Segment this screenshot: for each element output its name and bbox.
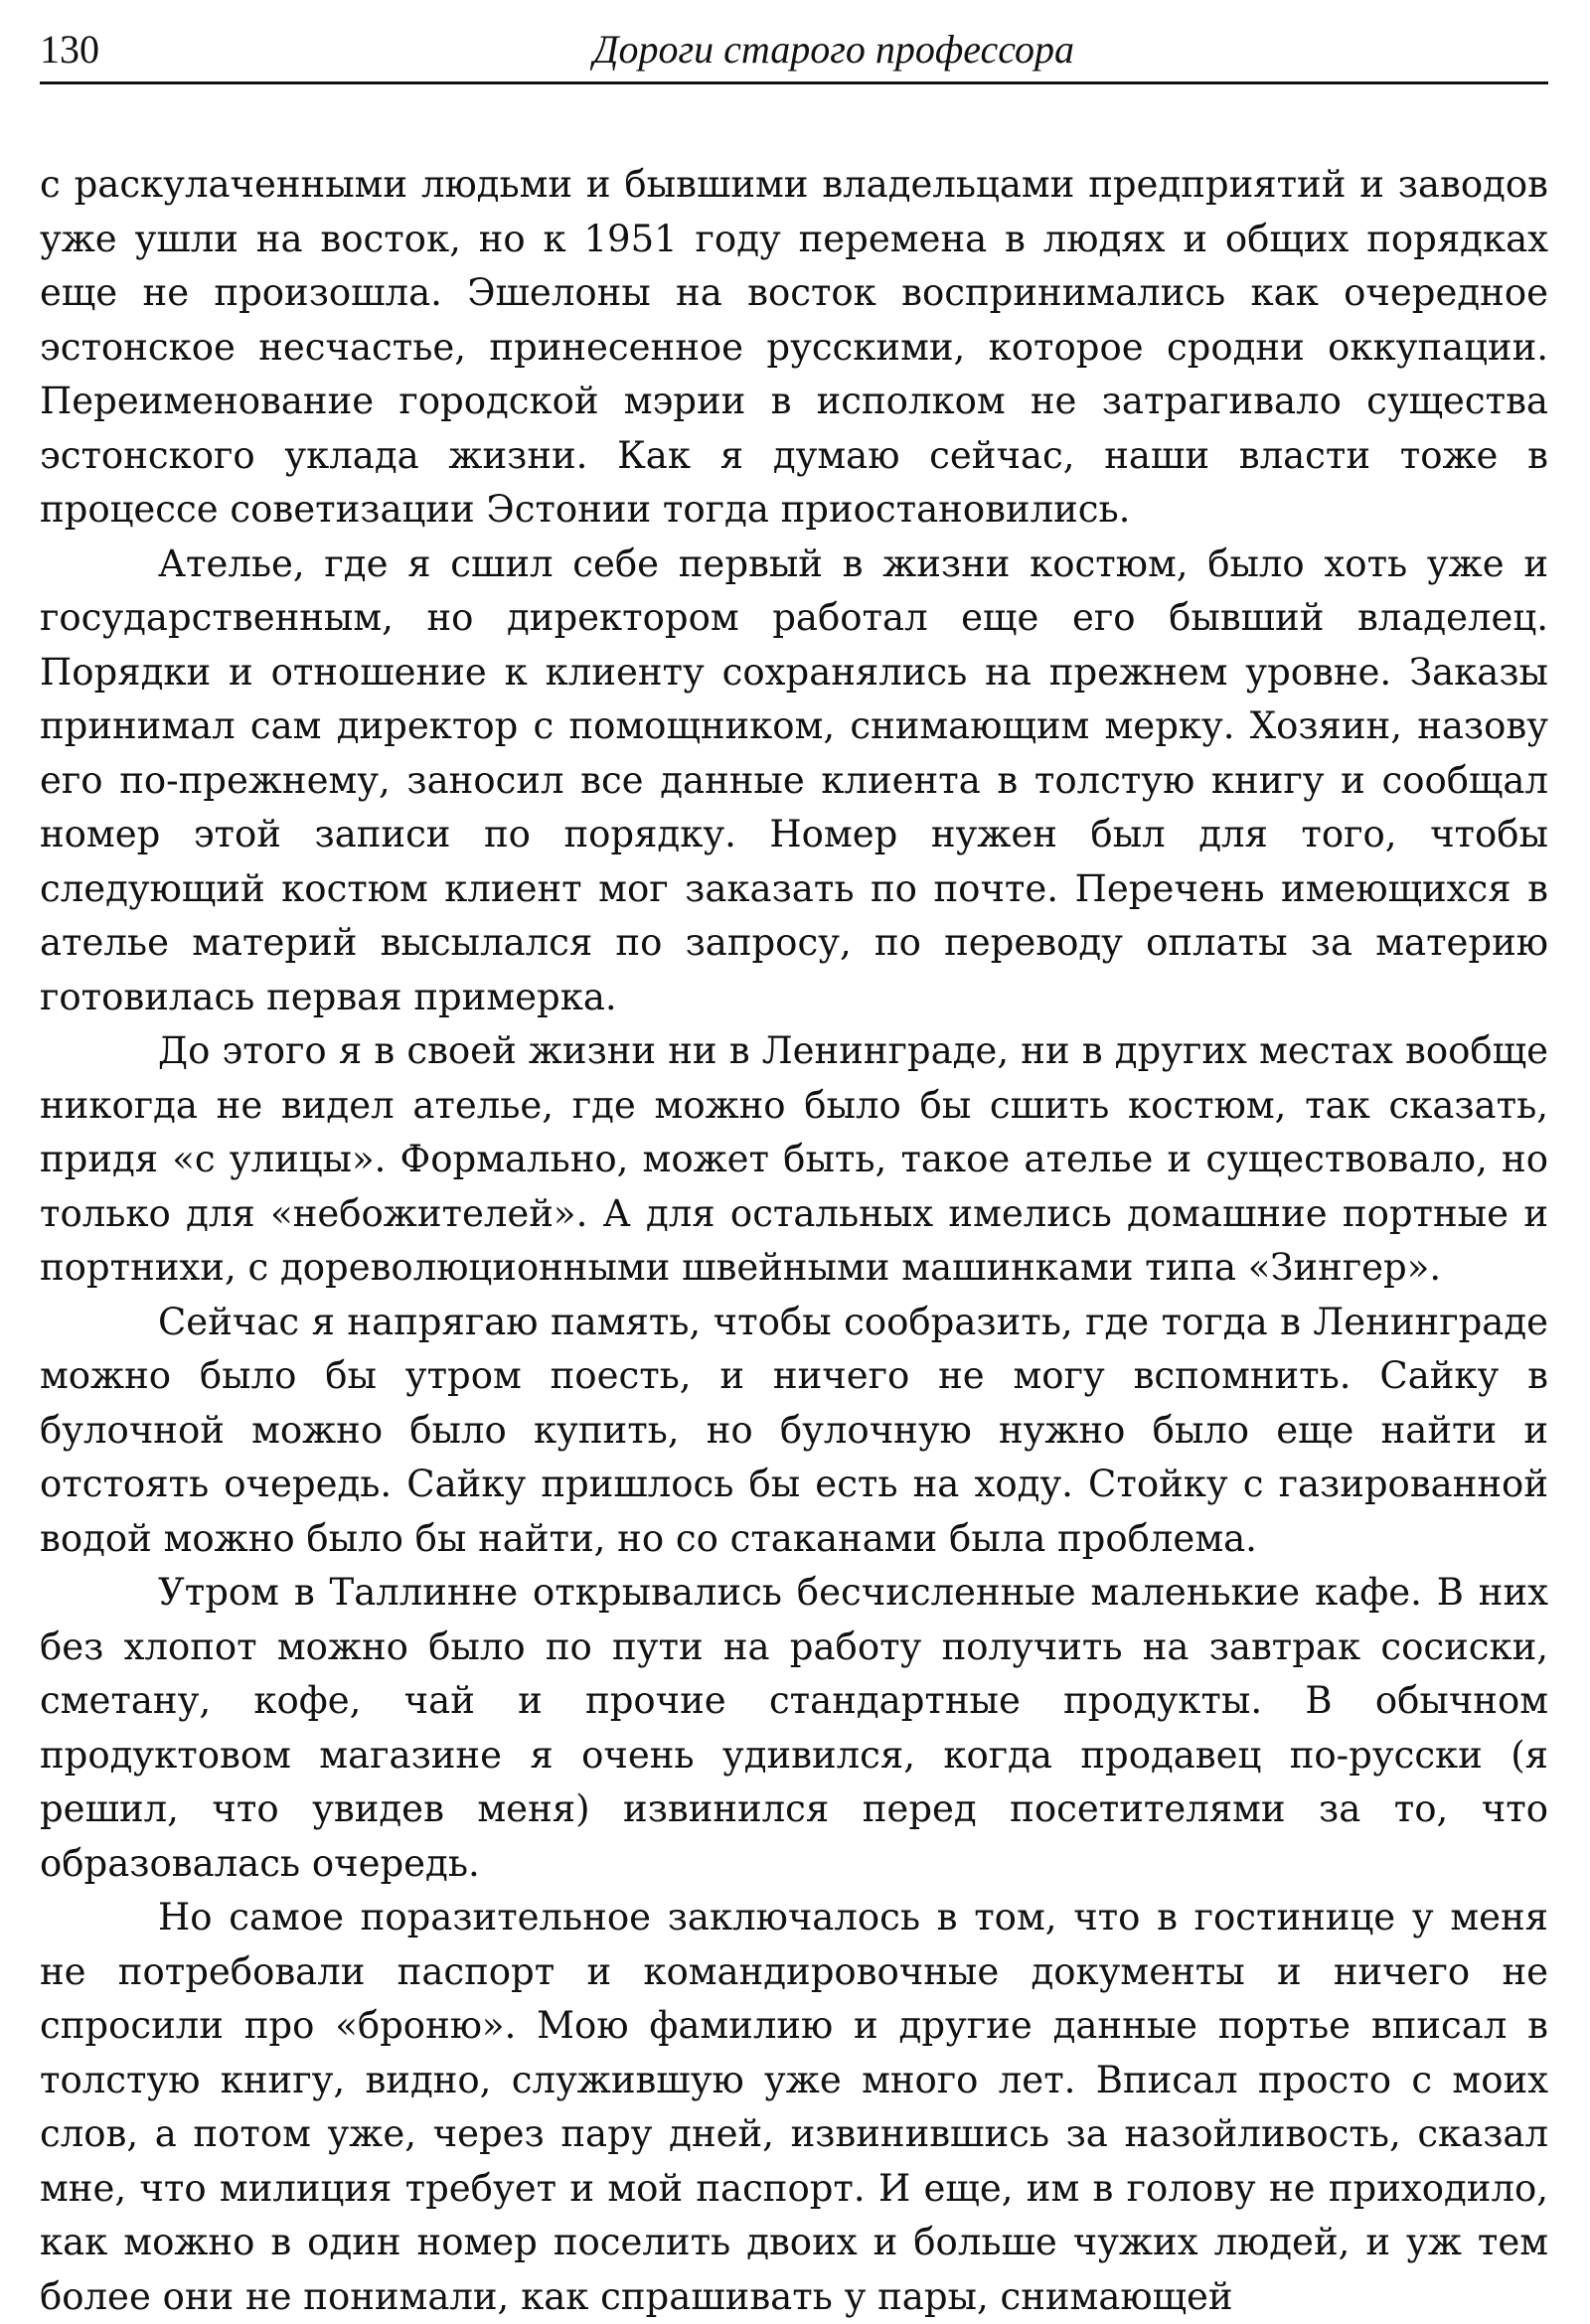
running-title: Дороги старого профессора [593, 27, 1074, 72]
paragraph: с раскулаченными людьми и бывшими владельцами предприятий и заводов уже ушли на восток, но к 1951 году перемена в людях и общих порядках еще не произошла. Эшелоны на восток воспринимались как очередное эстонское несчастье, принесенное русскими, которое сродни оккупации. Переименование городской мэрии в исполком не затрагивало существа эстонского уклада жизни. Как я думаю сейчас, наши власти тоже в процессе советизации Эстонии тогда приостановились. [40, 163, 1548, 531]
paragraph: Сейчас я напрягаю память, чтобы сообразить, где тогда в Ленинграде можно было бы утром поесть, и ничего не могу вспомнить. Сайку в булочной можно было купить, но булочную нужно было еще найти и отстоять очередь. Сайку пришлось бы есть на ходу. Стойку с газированной водой можно было бы найти, но со стаканами была проблема. [40, 1300, 1548, 1560]
paragraph: Ателье, где я сшил себе первый в жизни костюм, было хоть уже и государственным, но директором работал еще его бывший владелец. Порядки и отношение к клиенту сохранялись на прежнем уровне. Заказы принимал сам директор с помощником, снимающим мерку. Хозяин, назову его по-прежнему, заносил все данные клиента в толстую книгу и сообщал номер этой записи по порядку. Номер нужен был для того, чтобы следующий костюм клиент мог заказать по почте. Перечень имеющихся в ателье материй высылался по запросу, по переводу оплаты за материю готовилась первая примерка. [40, 542, 1548, 1018]
page-number: 130 [40, 27, 99, 72]
paragraph: Но самое поразительное заключалось в том, что в гостинице у меня не потребовали паспорт и командировочные документы и ничего не спросили про «броню». Мою фамилию и другие данные портье вписал в толстую книгу, видно, служившую уже много лет. Вписал просто с моих слов, а потом уже, через пару дней, извинившись за назойливость, сказал мне, что милиция требует и мой паспорт. И еще, им в голову не приходило, как можно в один номер поселить двоих и больше чужих людей, и уж тем более они не понимали, как спрашивать у пары, снимающей [40, 1896, 1548, 2318]
book-page [40, 20, 1548, 2324]
paragraph: Утром в Таллинне открывались бесчисленные маленькие кафе. В них без хлопот можно было по пути на работу получить на завтрак сосиски, сметану, кофе, чай и прочие стандартные продукты. В обычном продуктовом магазине я очень удивился, когда продавец по-русски (я решил, что увидев меня) извинился перед посетителями за то, что образовалась очередь. [40, 1571, 1548, 1885]
paragraph: До этого я в своей жизни ни в Ленинграде, ни в других местах вообще никогда не видел ателье, где можно было бы сшить костюм, так сказать, придя «с улицы». Формально, может быть, такое ателье и существовало, но только для «небожителей». А для остальных имелись домашние портные и портнихи, с дореволюционными швейными машинками типа «Зингер». [40, 1029, 1548, 1289]
page-body [40, 158, 1548, 2324]
page-header [40, 20, 1548, 84]
